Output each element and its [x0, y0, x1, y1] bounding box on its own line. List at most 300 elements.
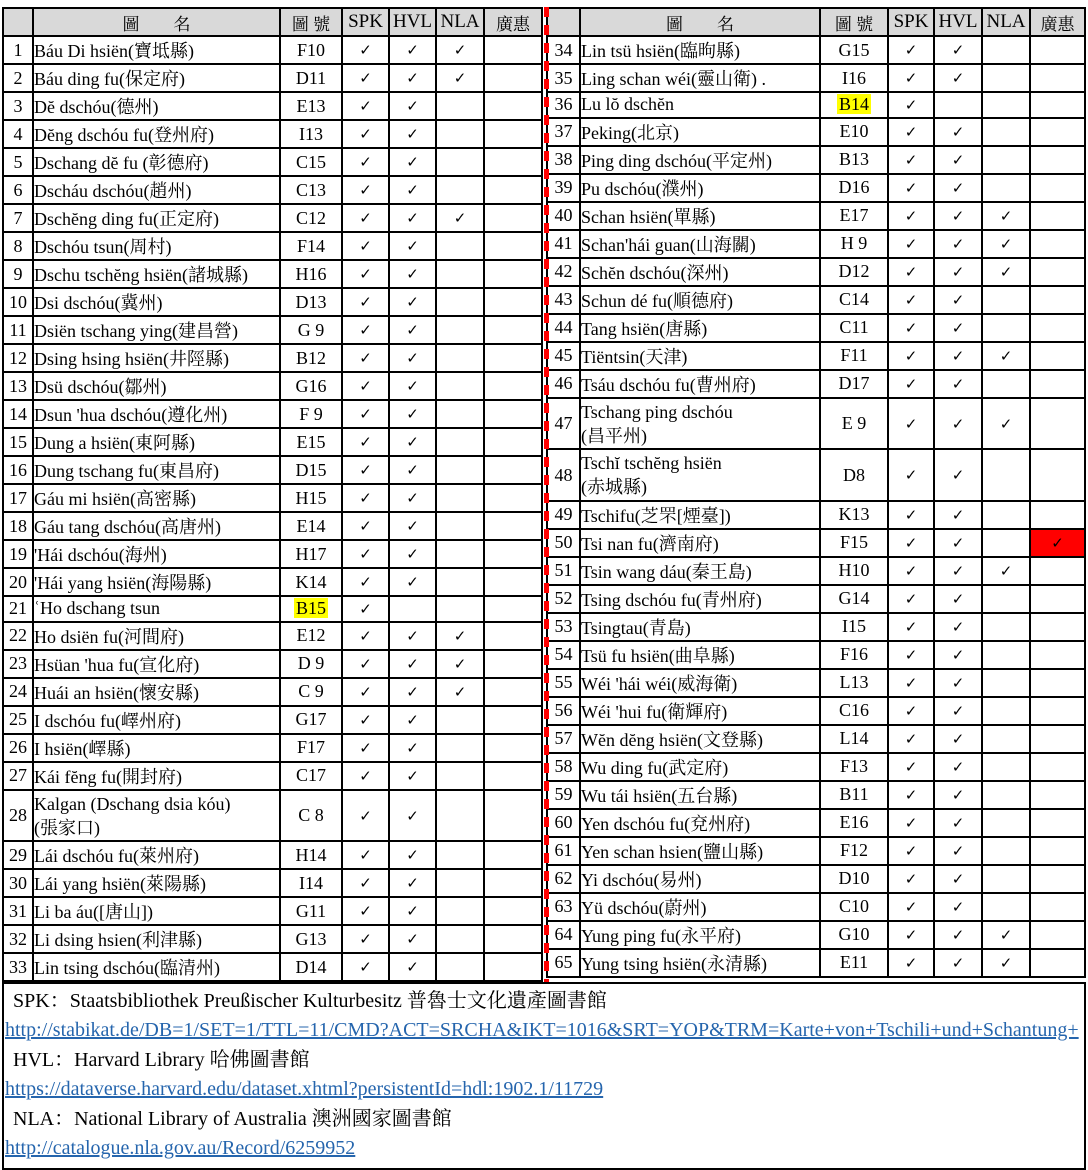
spk-check-cell: ✓ [888, 314, 934, 342]
hvl-check-cell: ✓ [934, 146, 982, 174]
spk-check-cell: ✓ [888, 118, 934, 146]
guanghui-check-cell [1030, 286, 1085, 314]
hvl-check-cell: ✓ [389, 762, 436, 790]
table-row [547, 893, 1085, 921]
map-code: D 9 [280, 650, 342, 678]
place-name: Yung tsing hsiën(永清縣) [580, 949, 820, 977]
hvl-check-cell: ✓ [389, 232, 436, 260]
row-number: 62 [547, 865, 580, 893]
nla-check-cell [982, 449, 1030, 501]
guanghui-check-cell [1030, 449, 1085, 501]
row-number: 24 [3, 678, 33, 706]
hvl-check-cell: ✓ [389, 260, 436, 288]
nla-check-cell [982, 697, 1030, 725]
spk-check-cell: ✓ [342, 92, 389, 120]
table-row [3, 148, 542, 176]
map-code: I16 [820, 64, 888, 92]
place-name: Dsi dschóu(冀州) [33, 288, 280, 316]
table-row [3, 762, 542, 790]
hvl-check-cell: ✓ [934, 753, 982, 781]
row-number: 47 [547, 398, 580, 450]
nla-check-cell: ✓ [436, 678, 484, 706]
table-row [547, 781, 1085, 809]
row-number: 3 [3, 92, 33, 120]
spk-check-cell: ✓ [888, 557, 934, 585]
nla-check-cell [436, 568, 484, 596]
hvl-check-cell: ✓ [389, 120, 436, 148]
row-number: 50 [547, 529, 580, 557]
row-number: 45 [547, 342, 580, 370]
place-name: Ling schan wéi(靈山衛) . [580, 64, 820, 92]
row-number: 53 [547, 613, 580, 641]
map-code: F16 [820, 641, 888, 669]
table-row [547, 809, 1085, 837]
row-number: 41 [547, 230, 580, 258]
hvl-check-cell: ✓ [389, 92, 436, 120]
map-code: D8 [820, 449, 888, 501]
spk-check-cell: ✓ [888, 258, 934, 286]
table-row [3, 64, 542, 92]
nla-link[interactable]: http://catalogue.nla.gov.au/Record/6259952 [5, 1137, 356, 1160]
place-name: Wu tái hsiën(五台縣) [580, 781, 820, 809]
spk-check-cell: ✓ [342, 841, 389, 869]
hvl-check-cell: ✓ [934, 342, 982, 370]
table-row [547, 286, 1085, 314]
hvl-check-cell: ✓ [934, 893, 982, 921]
place-name [33, 790, 280, 842]
map-code: D12 [820, 258, 888, 286]
hvl-link[interactable]: https://dataverse.harvard.edu/dataset.xhtml?persistentId=hdl:1902.1/11729 [5, 1078, 604, 1101]
maps-table-left [2, 7, 543, 982]
nla-check-cell [436, 897, 484, 925]
guanghui-check-cell [1030, 837, 1085, 865]
place-name: Wéi 'hái wéi(威海衛) [580, 669, 820, 697]
map-code: E11 [820, 949, 888, 977]
row-number: 64 [547, 921, 580, 949]
place-name: Tang hsiën(唐縣) [580, 314, 820, 342]
spk-check-cell: ✓ [342, 36, 389, 64]
spk-check-cell: ✓ [342, 456, 389, 484]
table-row [3, 400, 542, 428]
place-name: Li dsing hsien(利津縣) [33, 925, 280, 953]
place-name: 'Hái dschóu(海州) [33, 540, 280, 568]
table-row [547, 146, 1085, 174]
nla-check-cell [436, 288, 484, 316]
row-number: 56 [547, 697, 580, 725]
map-code: E10 [820, 118, 888, 146]
nla-check-cell [436, 484, 484, 512]
header-blank [547, 8, 580, 36]
hvl-check-cell: ✓ [934, 174, 982, 202]
map-code: E13 [280, 92, 342, 120]
table-row [547, 449, 1085, 501]
place-name: Yen schan hsien(鹽山縣) [580, 837, 820, 865]
place-name: Tsü fu hsiën(曲阜縣) [580, 641, 820, 669]
hvl-check-cell: ✓ [934, 230, 982, 258]
table-row [547, 865, 1085, 893]
place-name: Schan'hái guan(山海關) [580, 230, 820, 258]
hvl-check-cell: ✓ [389, 344, 436, 372]
header-spk: SPK [342, 8, 389, 36]
place-name: Kái fĕng fu(開封府) [33, 762, 280, 790]
row-number: 38 [547, 146, 580, 174]
hvl-check-cell: ✓ [934, 202, 982, 230]
row-number: 11 [3, 316, 33, 344]
nla-check-cell [436, 734, 484, 762]
spk-check-cell: ✓ [342, 706, 389, 734]
spk-check-cell: ✓ [888, 753, 934, 781]
hvl-check-cell: ✓ [389, 148, 436, 176]
place-name: Ping ding dschóu(平定州) [580, 146, 820, 174]
spk-check-cell: ✓ [342, 428, 389, 456]
hvl-check-cell: ✓ [389, 288, 436, 316]
guanghui-check-cell [1030, 921, 1085, 949]
nla-check-cell: ✓ [982, 202, 1030, 230]
spk-check-cell: ✓ [888, 146, 934, 174]
map-code: G10 [820, 921, 888, 949]
map-code: L14 [820, 725, 888, 753]
row-number: 12 [3, 344, 33, 372]
map-code: E 9 [820, 398, 888, 450]
place-name: Dsü dschóu(鄒州) [33, 372, 280, 400]
spk-reference: SPK：Staatsbibliothek Preußischer Kulturbesitz 普魯士文化遺產圖書館 [13, 990, 607, 1013]
row-number: 57 [547, 725, 580, 753]
guanghui-check-cell [1030, 585, 1085, 613]
header-nla: NLA [982, 8, 1030, 36]
nla-check-cell: ✓ [982, 230, 1030, 258]
map-code: G11 [280, 897, 342, 925]
map-code: D15 [280, 456, 342, 484]
nla-check-cell [982, 865, 1030, 893]
hvl-check-cell: ✓ [389, 428, 436, 456]
map-code: I14 [280, 869, 342, 897]
row-number: 40 [547, 202, 580, 230]
row-number: 5 [3, 148, 33, 176]
nla-check-cell [982, 314, 1030, 342]
table-row [547, 398, 1085, 450]
map-code: C14 [820, 286, 888, 314]
guanghui-check-cell [484, 762, 542, 790]
nla-check-cell [436, 706, 484, 734]
place-name: Ho dsiën fu(河間府) [33, 622, 280, 650]
guanghui-check-cell [484, 456, 542, 484]
row-number: 8 [3, 232, 33, 260]
map-code: C10 [820, 893, 888, 921]
nla-check-cell: ✓ [982, 921, 1030, 949]
guanghui-check-cell [1030, 501, 1085, 529]
table-row [547, 258, 1085, 286]
spk-check-cell: ✓ [888, 36, 934, 64]
table-row [3, 622, 542, 650]
hvl-check-cell: ✓ [389, 372, 436, 400]
map-code: F 9 [280, 400, 342, 428]
place-name-line: (張家口) [34, 817, 100, 838]
table-row [547, 753, 1085, 781]
place-name: Báu Di hsiën(寶坻縣) [33, 36, 280, 64]
table-row [547, 174, 1085, 202]
map-code: G14 [820, 585, 888, 613]
place-name: Gáu mi hsiën(高密縣) [33, 484, 280, 512]
guanghui-check-cell [1030, 398, 1085, 450]
map-code: E15 [280, 428, 342, 456]
nla-check-cell [436, 260, 484, 288]
hvl-check-cell: ✓ [389, 953, 436, 981]
hvl-check-cell: ✓ [934, 64, 982, 92]
place-name: Dscháu dschóu(趙州) [33, 176, 280, 204]
row-number: 33 [3, 953, 33, 981]
place-name: Lái yang hsiën(萊陽縣) [33, 869, 280, 897]
table-row [3, 204, 542, 232]
spk-check-cell: ✓ [888, 697, 934, 725]
place-name: Yü dschóu(蔚州) [580, 893, 820, 921]
guanghui-check-cell [1030, 781, 1085, 809]
spk-check-cell: ✓ [342, 204, 389, 232]
nla-check-cell [436, 92, 484, 120]
row-number: 1 [3, 36, 33, 64]
guanghui-check-cell [1030, 146, 1085, 174]
hvl-check-cell: ✓ [389, 400, 436, 428]
nla-check-cell [436, 456, 484, 484]
header-map-code: 圖 號 [820, 8, 888, 36]
hvl-check-cell: ✓ [934, 118, 982, 146]
map-code: F15 [820, 529, 888, 557]
nla-check-cell [982, 725, 1030, 753]
table-row [547, 641, 1085, 669]
guanghui-check-cell [484, 706, 542, 734]
hvl-check-cell: ✓ [934, 809, 982, 837]
place-name: Dung tschang fu(東昌府) [33, 456, 280, 484]
table-row [547, 314, 1085, 342]
nla-check-cell [982, 669, 1030, 697]
row-number: 13 [3, 372, 33, 400]
place-name: Peking(北京) [580, 118, 820, 146]
place-name: Huái an hsiën(懷安縣) [33, 678, 280, 706]
guanghui-check-cell [484, 176, 542, 204]
nla-check-cell [436, 344, 484, 372]
row-number: 55 [547, 669, 580, 697]
hvl-check-cell: ✓ [934, 697, 982, 725]
map-code: F10 [280, 36, 342, 64]
row-number: 26 [3, 734, 33, 762]
row-number: 65 [547, 949, 580, 977]
hvl-check-cell: ✓ [389, 706, 436, 734]
place-name: Dĕ dschóu(德州) [33, 92, 280, 120]
table-row [547, 921, 1085, 949]
hvl-check-cell: ✓ [389, 790, 436, 842]
table-row [547, 697, 1085, 725]
spk-check-cell: ✓ [888, 781, 934, 809]
hvl-check-cell: ✓ [934, 669, 982, 697]
place-name: Gáu tang dschóu(高唐州) [33, 512, 280, 540]
row-number: 42 [547, 258, 580, 286]
place-name: Tsin wang dáu(秦王島) [580, 557, 820, 585]
header-map-name: 圖 名 [580, 8, 820, 36]
table-row [3, 925, 542, 953]
guanghui-check-cell [1030, 370, 1085, 398]
row-number: 21 [3, 596, 33, 622]
place-name-line: Tschĭ tschĕng hsiën [581, 453, 722, 474]
table-row [3, 953, 542, 981]
spk-check-cell: ✓ [888, 449, 934, 501]
place-name: Dĕng dschóu fu(登州府) [33, 120, 280, 148]
hvl-check-cell: ✓ [934, 529, 982, 557]
row-number: 17 [3, 484, 33, 512]
spk-check-cell: ✓ [342, 64, 389, 92]
guanghui-check-cell [484, 897, 542, 925]
row-number: 54 [547, 641, 580, 669]
guanghui-check-cell [1030, 230, 1085, 258]
place-name: Schun dé fu(順德府) [580, 286, 820, 314]
row-number: 9 [3, 260, 33, 288]
guanghui-check-cell [484, 512, 542, 540]
header-row-right [547, 8, 1085, 36]
table-row [3, 176, 542, 204]
hvl-check-cell: ✓ [389, 897, 436, 925]
spk-check-cell: ✓ [342, 622, 389, 650]
hvl-check-cell [934, 92, 982, 118]
nla-check-cell: ✓ [982, 342, 1030, 370]
table-row [3, 344, 542, 372]
hvl-check-cell: ✓ [389, 734, 436, 762]
row-number: 30 [3, 869, 33, 897]
spk-check-cell: ✓ [888, 286, 934, 314]
map-code: I15 [820, 613, 888, 641]
row-number: 43 [547, 286, 580, 314]
spk-check-cell: ✓ [342, 790, 389, 842]
map-code: D14 [280, 953, 342, 981]
nla-check-cell [982, 146, 1030, 174]
nla-link-line [4, 1134, 1084, 1164]
place-name [580, 398, 820, 450]
table-row [547, 669, 1085, 697]
table-row [547, 585, 1085, 613]
guanghui-check-cell [484, 869, 542, 897]
table-row [3, 790, 542, 842]
table-row [3, 372, 542, 400]
map-code: B12 [280, 344, 342, 372]
place-name [580, 449, 820, 501]
place-name: Dsing hsing hsiën(井陘縣) [33, 344, 280, 372]
header-hvl: HVL [389, 8, 436, 36]
place-name: I hsiën(嶧縣) [33, 734, 280, 762]
nla-check-cell [436, 176, 484, 204]
spk-check-cell: ✓ [342, 400, 389, 428]
guanghui-check-cell [1030, 865, 1085, 893]
row-number: 23 [3, 650, 33, 678]
hvl-check-cell: ✓ [389, 36, 436, 64]
nla-check-cell [436, 841, 484, 869]
nla-check-cell [436, 232, 484, 260]
row-number: 20 [3, 568, 33, 596]
map-code: C 8 [280, 790, 342, 842]
guanghui-check-cell [1030, 641, 1085, 669]
table-row [547, 725, 1085, 753]
guanghui-check-cell [484, 120, 542, 148]
hvl-check-cell: ✓ [934, 258, 982, 286]
nla-check-cell [436, 540, 484, 568]
place-name: Hsüan 'hua fu(宣化府) [33, 650, 280, 678]
map-code: H15 [280, 484, 342, 512]
guanghui-check-cell [1030, 64, 1085, 92]
row-number: 46 [547, 370, 580, 398]
guanghui-check-cell [1030, 809, 1085, 837]
place-name: Dung a hsiën(東阿縣) [33, 428, 280, 456]
hvl-check-cell: ✓ [934, 725, 982, 753]
nla-check-cell [436, 869, 484, 897]
place-name: Pu dschóu(濮州) [580, 174, 820, 202]
nla-check-cell [982, 36, 1030, 64]
nla-check-cell [982, 641, 1030, 669]
table-row [547, 342, 1085, 370]
spk-check-cell: ✓ [888, 64, 934, 92]
hvl-check-cell: ✓ [389, 512, 436, 540]
guanghui-check-cell [1030, 118, 1085, 146]
row-number: 15 [3, 428, 33, 456]
map-code: L13 [820, 669, 888, 697]
guanghui-check-cell [484, 540, 542, 568]
row-number: 32 [3, 925, 33, 953]
place-name: Dsun 'hua dschóu(遵化州) [33, 400, 280, 428]
table-row [3, 706, 542, 734]
nla-check-cell [436, 428, 484, 456]
table-row [3, 260, 542, 288]
row-number: 49 [547, 501, 580, 529]
header-map-code: 圖 號 [280, 8, 342, 36]
spk-check-cell: ✓ [888, 501, 934, 529]
table-row [3, 897, 542, 925]
table-row [3, 568, 542, 596]
map-code: D11 [280, 64, 342, 92]
map-code: G16 [280, 372, 342, 400]
hvl-check-cell: ✓ [389, 869, 436, 897]
spk-check-cell: ✓ [888, 641, 934, 669]
nla-check-cell: ✓ [436, 204, 484, 232]
map-code: K13 [820, 501, 888, 529]
guanghui-check-cell [484, 953, 542, 981]
place-name: Wu ding fu(武定府) [580, 753, 820, 781]
table-row [547, 202, 1085, 230]
row-number: 44 [547, 314, 580, 342]
hvl-check-cell: ✓ [934, 865, 982, 893]
hvl-check-cell: ✓ [389, 540, 436, 568]
nla-check-cell [982, 64, 1030, 92]
guanghui-check-cell [484, 36, 542, 64]
table-row [547, 230, 1085, 258]
map-code [280, 596, 342, 622]
hvl-check-cell [389, 596, 436, 622]
map-code: C12 [280, 204, 342, 232]
spk-link[interactable]: http://stabikat.de/DB=1/SET=1/TTL=11/CMD?ACT=SRCHA&IKT=1016&SRT=YOP&TRM=Karte+von+Tschili+und+Schantung+ [5, 1019, 1079, 1042]
spk-check-cell: ✓ [342, 176, 389, 204]
place-name-line: Kalgan (Dschang dsia kóu) [34, 793, 231, 814]
hvl-check-cell: ✓ [389, 568, 436, 596]
guanghui-check-cell [1030, 258, 1085, 286]
table-row [3, 120, 542, 148]
nla-check-cell [436, 953, 484, 981]
spk-check-cell: ✓ [342, 650, 389, 678]
nla-check-cell [982, 613, 1030, 641]
place-name: I dschóu fu(嶧州府) [33, 706, 280, 734]
guanghui-check-cell [1030, 893, 1085, 921]
hvl-check-cell: ✓ [389, 456, 436, 484]
spk-check-cell: ✓ [342, 953, 389, 981]
place-name: Lin tsü hsiën(臨昫縣) [580, 36, 820, 64]
hvl-check-cell: ✓ [934, 641, 982, 669]
row-number: 27 [3, 762, 33, 790]
spk-check-cell: ✓ [342, 568, 389, 596]
guanghui-check-cell: ✓ [1030, 529, 1085, 557]
spk-check-cell: ✓ [888, 92, 934, 118]
